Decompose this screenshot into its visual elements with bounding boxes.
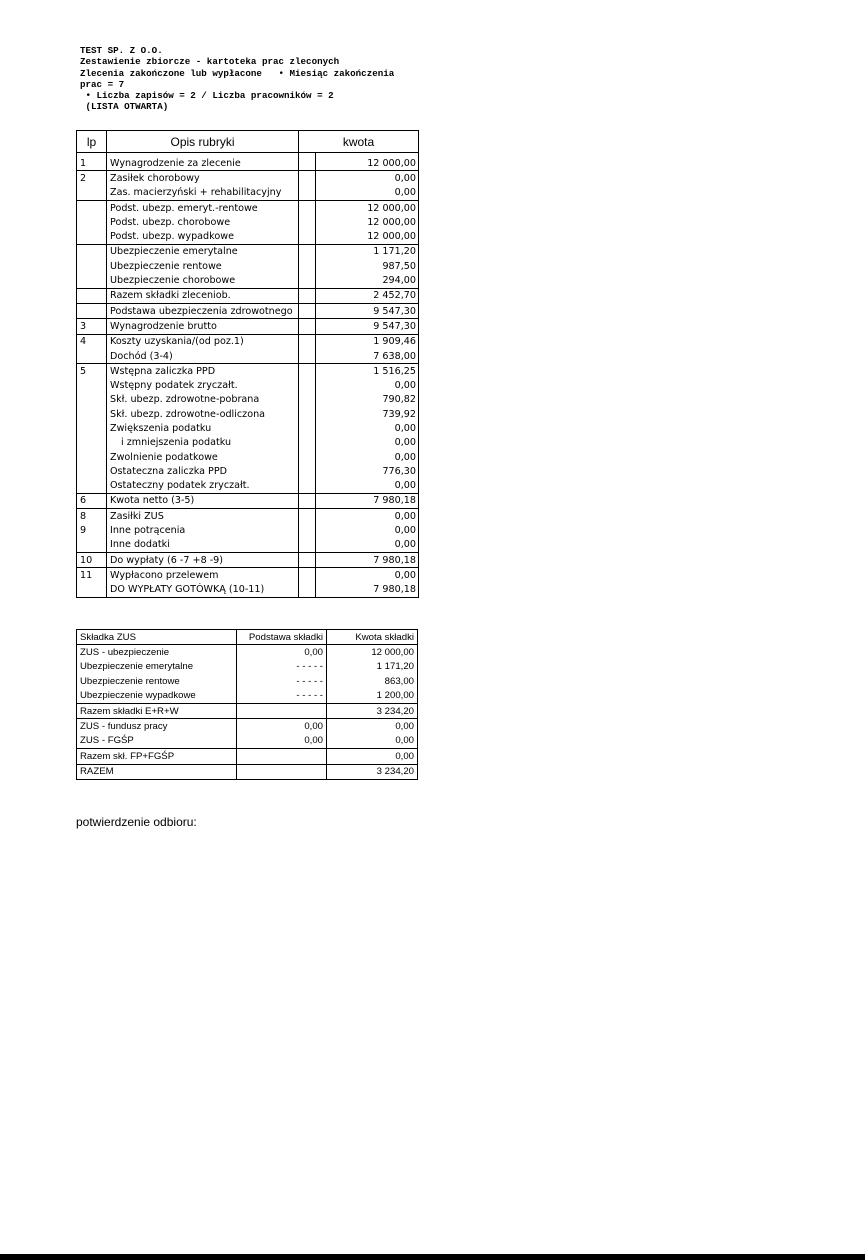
table-row [77,171,419,186]
row-blank-cell [299,303,316,318]
row-lp [77,450,107,464]
row-lp: 10 [77,553,107,568]
zus-row-name: RAZEM [77,764,237,779]
row-lp [77,229,107,244]
zus-row [77,764,418,779]
row-lp [77,288,107,303]
row-description: Skł. ubezp. zdrowotne-pobrana [110,394,260,406]
zus-row [77,645,418,660]
row-amount: 12 000,00 [316,200,419,215]
row-lp: 9 [77,523,107,537]
row-lp [77,378,107,392]
zus-row-name: Razem skł. FP+FGŚP [77,749,237,764]
row-blank-cell [299,171,316,186]
zus-row-amount: 1 171,20 [327,660,418,674]
column-header-lp: lp [77,131,107,153]
zus-contributions-table [76,629,418,780]
report-filter: Zlecenia zakończone lub wypłacone • Miesiąc zakończenia [80,67,395,79]
row-description: i zmniejszenia podatku [121,437,232,449]
table-row [77,464,419,478]
zus-row-base: 0,00 [237,734,327,749]
zus-table-body [77,645,418,780]
zus-header-podstawa: Podstawa składki [237,630,327,645]
row-description: Wynagrodzenie za zlecenie [110,157,241,169]
row-description: DO WYPŁATY GOTÓWKĄ (10-11) [107,583,299,598]
zus-row-amount: 863,00 [327,674,418,688]
table-row [77,553,419,568]
row-blank-cell [299,568,316,583]
row-lp [77,407,107,421]
table-row [77,493,419,508]
row-blank-cell [299,215,316,229]
row-amount: 7 638,00 [316,349,419,364]
report-title: Zestawienie zbiorcze - kartoteka prac zleconych [80,56,340,68]
row-description: Razem składki zleceniob. [107,288,299,303]
row-lp: 2 [77,171,107,186]
row-amount: 7 980,18 [316,493,419,508]
zus-row-amount: 12 000,00 [327,645,418,660]
table-row [77,229,419,244]
row-amount: 0,00 [316,479,419,494]
row-blank-cell [299,538,316,553]
row-amount: 7 980,18 [316,553,419,568]
table-row [77,523,419,537]
row-lp [77,244,107,259]
row-blank-cell [299,493,316,508]
row-blank-cell [299,509,316,524]
zus-row-base: 0,00 [237,719,327,734]
row-lp [77,583,107,598]
row-lp [77,421,107,435]
zus-row [77,660,418,674]
zus-header-kwota: Kwota składki [327,630,418,645]
zus-row-name: Ubezpieczenie rentowe [77,674,237,688]
report-filter-cont: prac = 7 [80,78,125,90]
table-row [77,421,419,435]
row-description: Zasiłek chorobowy [107,171,299,186]
row-blank-cell [299,200,316,215]
row-blank-cell [299,464,316,478]
zus-row-base: - - - - - [237,660,327,674]
row-lp [77,303,107,318]
table-row [77,244,419,259]
row-amount: 12 000,00 [316,156,419,171]
row-blank-cell [299,349,316,364]
row-amount: 776,30 [316,464,419,478]
zus-row-name: Ubezpieczenie emerytalne [77,660,237,674]
row-blank-cell [299,156,316,171]
table-row [77,378,419,392]
row-amount: 1 516,25 [316,364,419,379]
payroll-summary-table [76,130,419,598]
row-blank-cell [299,273,316,288]
row-amount: 0,00 [316,450,419,464]
table-row [77,509,419,524]
table-row [77,407,419,421]
row-blank-cell [299,479,316,494]
row-blank-cell [299,393,316,407]
zus-row-base: - - - - - [237,689,327,704]
row-amount: 0,00 [316,523,419,537]
table-row [77,436,419,450]
zus-header-skladka: Składka ZUS [77,630,237,645]
row-description: Skł. ubezp. zdrowotne-odliczona [110,408,266,420]
row-blank-cell [299,319,316,334]
zus-row-amount: 3 234,20 [327,703,418,718]
row-description: Zasiłki ZUS [107,509,299,524]
table-row [77,200,419,215]
row-blank-cell [299,583,316,598]
row-amount: 9 547,30 [316,319,419,334]
table-row [77,273,419,288]
row-blank-cell [299,259,316,273]
row-amount: 0,00 [316,509,419,524]
row-amount: 12 000,00 [316,215,419,229]
row-lp [77,464,107,478]
zus-row-name: ZUS - FGŚP [77,734,237,749]
list-status: (LISTA OTWARTA) [80,101,169,113]
page-bottom-bar [0,1254,865,1260]
row-lp: 11 [77,568,107,583]
row-lp [77,538,107,553]
row-amount: 0,00 [316,186,419,201]
row-lp [77,479,107,494]
row-description: Podst. ubezp. wypadkowe [110,231,234,243]
row-lp: 8 [77,509,107,524]
zus-row-base: - - - - - [237,674,327,688]
row-lp: 4 [77,334,107,349]
row-description: Ubezpieczenie chorobowe [110,275,236,287]
table-row [77,450,419,464]
zus-row [77,749,418,764]
row-lp [77,349,107,364]
row-amount: 790,82 [316,393,419,407]
table-row [77,215,419,229]
table-row [77,334,419,349]
zus-row-amount: 0,00 [327,749,418,764]
row-description: Kwota netto (3-5) [107,493,299,508]
row-amount: 739,92 [316,407,419,421]
row-blank-cell [299,436,316,450]
zus-row-name: Razem składki E+R+W [77,703,237,718]
zus-row [77,689,418,704]
table-row [77,303,419,318]
table-row [77,538,419,553]
row-amount: 0,00 [316,538,419,553]
table-row [77,349,419,364]
table-row [77,479,419,494]
zus-row-base [237,764,327,779]
row-lp: 6 [77,493,107,508]
row-description: Inne potrącenia [110,525,186,537]
table-row [77,186,419,201]
column-header-opis: Opis rubryki [107,131,299,153]
row-blank-cell [299,334,316,349]
row-blank-cell [299,186,316,201]
row-amount: 7 980,18 [316,583,419,598]
row-blank-cell [299,553,316,568]
zus-row-base [237,749,327,764]
zus-row-base: 0,00 [237,645,327,660]
zus-row-amount: 0,00 [327,719,418,734]
zus-row-amount: 0,00 [327,734,418,749]
table-row [77,583,419,598]
zus-row-name: ZUS - fundusz pracy [77,719,237,734]
row-lp [77,436,107,450]
row-description: Wstępny podatek zryczałt. [110,380,238,392]
receipt-confirmation-label: potwierdzenie odbioru: [76,815,197,829]
table-row [77,393,419,407]
row-description: Wynagrodzenie brutto [107,319,299,334]
zus-row-amount: 3 234,20 [327,764,418,779]
row-description: Koszty uzyskania/(od poz.1) [107,334,299,349]
row-blank-cell [299,450,316,464]
row-description: Inne dodatki [110,539,170,551]
row-description: Ostateczna zaliczka PPD [110,465,228,477]
report-header [80,45,394,113]
row-blank-cell [299,523,316,537]
zus-row-amount: 1 200,00 [327,689,418,704]
table-header-row [77,131,419,153]
row-amount: 0,00 [316,378,419,392]
row-blank-cell [299,407,316,421]
row-lp [77,200,107,215]
row-description: Dochód (3-4) [110,350,173,362]
row-amount: 987,50 [316,259,419,273]
column-header-kwota: kwota [299,131,419,153]
zus-row [77,674,418,688]
zus-row-name: Ubezpieczenie wypadkowe [77,689,237,704]
row-description: Wypłacono przelewem [107,568,299,583]
zus-row [77,719,418,734]
zus-header-row [77,630,418,645]
row-amount: 12 000,00 [316,229,419,244]
row-amount: 1 171,20 [316,244,419,259]
row-blank-cell [299,244,316,259]
row-amount: 9 547,30 [316,303,419,318]
row-lp [77,186,107,201]
zus-row [77,734,418,749]
company-name: TEST SP. Z O.O. [80,45,163,56]
row-blank-cell [299,364,316,379]
row-description: Ubezpieczenie rentowe [110,260,222,272]
zus-row [77,703,418,718]
table-row [77,156,419,171]
table-row [77,259,419,273]
record-counts: • Liczba zapisów = 2 / Liczba pracowników = 2 [80,90,334,102]
row-lp [77,273,107,288]
row-description: Zwolnienie podatkowe [110,451,218,463]
table-row [77,288,419,303]
row-amount: 1 909,46 [316,334,419,349]
row-description: Do wypłaty (6 -7 +8 -9) [107,553,299,568]
row-lp: 1 [77,156,107,171]
row-amount: 0,00 [316,568,419,583]
row-description: Wstępna zaliczka PPD [107,364,299,379]
row-description: Podstawa ubezpieczenia zdrowotnego [107,303,299,318]
row-lp [77,259,107,273]
payroll-table-body [77,153,419,598]
table-row [77,568,419,583]
row-blank-cell [299,421,316,435]
row-lp: 5 [77,364,107,379]
row-description: Podst. ubezp. emeryt.-rentowe [107,200,299,215]
row-description: Zas. macierzyński + rehabilitacyjny [110,187,282,199]
row-amount: 294,00 [316,273,419,288]
row-blank-cell [299,288,316,303]
row-lp: 3 [77,319,107,334]
zus-row-base [237,703,327,718]
row-amount: 0,00 [316,421,419,435]
row-description: Zwiększenia podatku [110,422,212,434]
zus-row-name: ZUS - ubezpieczenie [77,645,237,660]
row-description: Ubezpieczenie emerytalne [107,244,299,259]
row-amount: 0,00 [316,171,419,186]
row-description: Ostateczny podatek zryczałt. [110,480,250,492]
table-row [77,364,419,379]
row-lp [77,215,107,229]
row-amount: 0,00 [316,436,419,450]
row-amount: 2 452,70 [316,288,419,303]
row-description: Podst. ubezp. chorobowe [110,216,231,228]
row-blank-cell [299,378,316,392]
row-blank-cell [299,229,316,244]
table-row [77,319,419,334]
row-lp [77,393,107,407]
